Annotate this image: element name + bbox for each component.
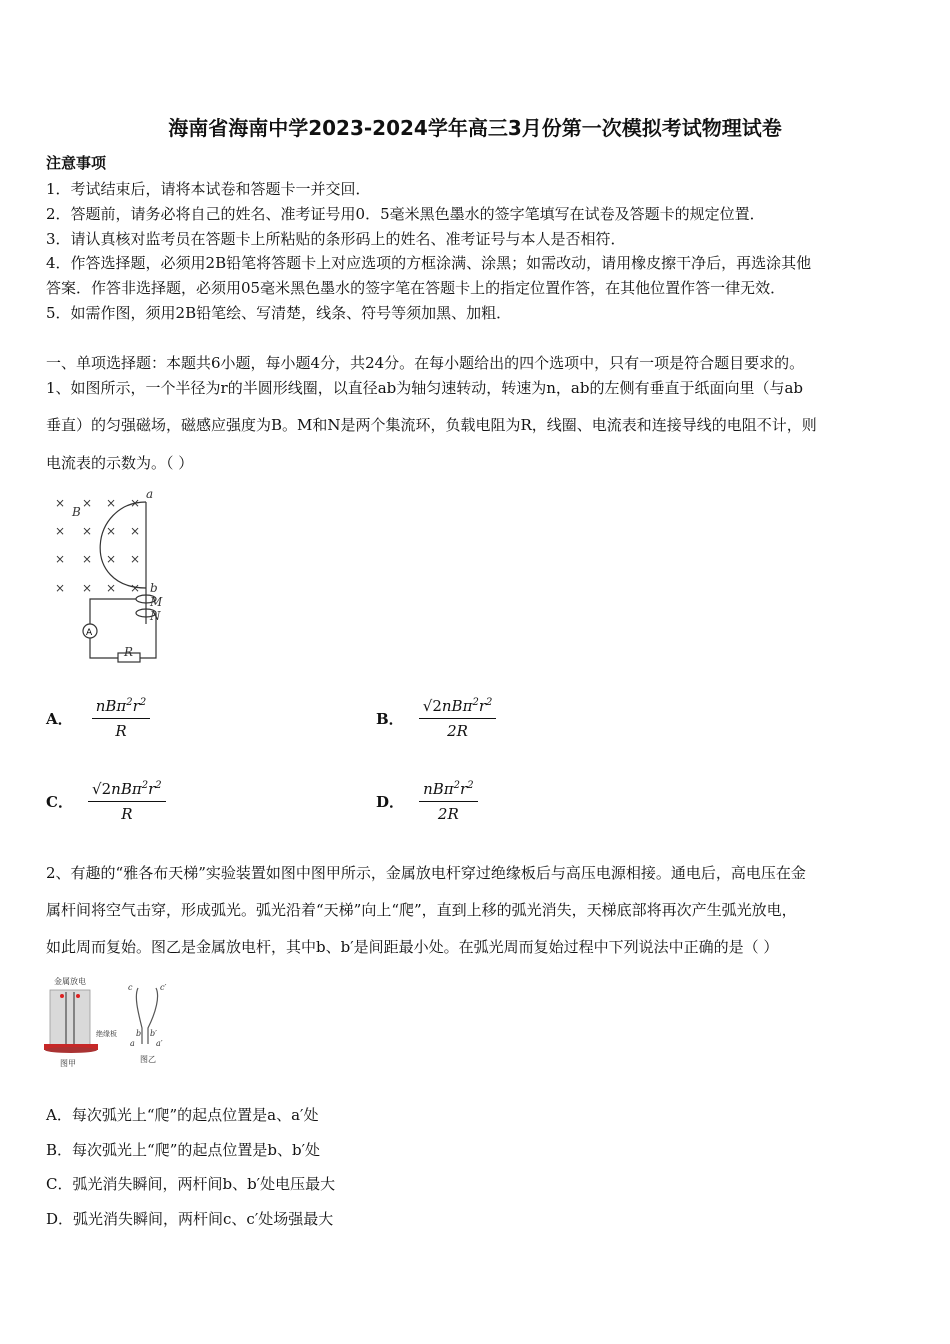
point-a-label: a [130, 1039, 135, 1048]
field-cross: × [106, 552, 117, 566]
option-a[interactable] [46, 697, 150, 741]
field-cross: × [82, 496, 93, 510]
field-cross: × [82, 552, 93, 566]
option-a[interactable]: A．每次弧光上“爬”的起点位置是a、a′处 [46, 1106, 319, 1124]
point-b-label: b [136, 1029, 142, 1038]
field-cross: × [130, 496, 141, 510]
option-c[interactable]: C．弧光消失瞬间，两杆间b、b′处电压最大 [46, 1175, 336, 1193]
question-2-text: 2、有趣的“雅各布天梯”实验装置如图中图甲所示，金属放电杆穿过绝缘板后与高压电源相接。通电后，高电压在金 [46, 864, 806, 882]
option-label: C． [46, 793, 73, 811]
field-cross: × [130, 581, 141, 595]
field-cross: × [82, 524, 93, 538]
wire [90, 638, 118, 658]
base [45, 1047, 97, 1053]
semicircle-coil [100, 502, 146, 588]
option-b[interactable] [376, 697, 496, 741]
field-cross: × [55, 552, 66, 566]
notice-item: 3．请认真核对监考员在答题卡上所粘贴的条形码上的姓名、准考证号与本人是否相符． [46, 230, 626, 248]
point-a2-label: a′ [156, 1039, 163, 1048]
option-formula: $\frac{√2nB\pi^2r^2}{R}$ [88, 780, 166, 823]
field-label: B [72, 505, 81, 519]
field-cross: × [55, 524, 66, 538]
option-label: D． [376, 793, 405, 811]
option-formula: $\frac{√2nB\pi^2r^2}{2R}$ [419, 697, 497, 740]
field-cross: × [55, 581, 66, 595]
field-cross: × [82, 581, 93, 595]
jacobs-ladder-figure [44, 976, 184, 1072]
point-b2-label: b′ [150, 1029, 157, 1038]
point-c2-label: c′ [160, 983, 167, 992]
spark-dot [60, 994, 64, 998]
ring-n-label: N [150, 609, 161, 623]
page-title: 海南省海南中学2023-2024学年高三3月份第一次模拟考试物理试卷 [168, 116, 782, 140]
wire [90, 599, 136, 624]
question-2-text: 属杆间将空气击穿，形成弧光。弧光沿着“天梯”向上“爬”，直到上移的弧光消失，天梯底部将再次产生弧光放电， [46, 901, 797, 919]
point-b-label: b [150, 581, 158, 595]
field-cross: × [55, 496, 66, 510]
board-label: 绝缘板 [96, 1030, 117, 1038]
section-heading: 一、单项选择题：本题共6小题，每小题4分，共24分。在每小题给出的四个选项中，只有一项是符合题目要求的。 [46, 354, 805, 372]
field-cross: × [130, 552, 141, 566]
figure-jia-caption: 图甲 [60, 1059, 76, 1068]
ring-m-label: M [150, 595, 163, 609]
field-cross: × [106, 524, 117, 538]
notice-item: 答案．作答非选择题，必须用05毫米黑色墨水的签字笔在答题卡上的指定位置作答，在其他位置作答一律无效． [46, 279, 786, 297]
notice-item: 4．作答选择题，必须用2B铅笔将答题卡上对应选项的方框涂满、涂黑；如需改动，请用橡皮擦干净后，再选涂其他 [46, 254, 812, 272]
question-1-text: 电流表的示数为。（ ） [46, 454, 194, 472]
field-cross: × [130, 524, 141, 538]
option-b[interactable]: B．每次弧光上“爬”的起点位置是b、b′处 [46, 1141, 320, 1159]
notice-item: 2．答题前，请务必将自己的姓名、准考证号用0．5毫米黑色墨水的签字笔填写在试卷及答题卡的规定位置． [46, 205, 765, 223]
question-1-text: 垂直）的匀强磁场，磁感应强度为B。M和N是两个集流环，负载电阻为R，线圈、电流表和连接导线的电阻不计，则 [46, 416, 817, 434]
option-c[interactable] [46, 780, 166, 824]
option-d[interactable]: D．弧光消失瞬间，两杆间c、c′处场强最大 [46, 1210, 334, 1228]
question-1-text: 1、如图所示，一个半径为r的半圆形线圈，以直径ab为轴匀速转动，转速为n，ab的左侧有垂直于纸面向里（与ab [46, 379, 804, 397]
coil-circuit-figure [50, 488, 180, 668]
option-d[interactable] [376, 780, 478, 824]
notice-item: 5．如需作图，须用2B铅笔绘、写清楚，线条、符号等须加黑、加粗． [46, 304, 512, 322]
field-cross: × [106, 581, 117, 595]
notice-heading: 注意事项 [46, 154, 107, 172]
point-c-label: c [128, 983, 133, 992]
glass-tube [50, 990, 90, 1048]
figure-yi-caption: 图乙 [140, 1055, 156, 1064]
field-cross: × [106, 496, 117, 510]
option-label: B． [376, 710, 404, 728]
option-label: A． [46, 710, 73, 728]
option-formula: $\frac{nB\pi^2r^2}{2R}$ [419, 780, 477, 823]
option-formula: $\frac{nB\pi^2r^2}{R}$ [92, 697, 150, 740]
question-2-text: 如此周而复始。图乙是金属放电杆，其中b、b′是间距最小处。在弧光周而复始过程中下列说法中正确的是（ ） [46, 938, 779, 956]
notice-item: 1．考试结束后，请将本试卷和答题卡一并交回． [46, 180, 371, 198]
point-a-label: a [146, 488, 154, 501]
ammeter-label: A [86, 628, 93, 638]
spark-dot [76, 994, 80, 998]
resistor-label: R [124, 645, 134, 659]
rod-label: 金属放电 [54, 977, 86, 986]
